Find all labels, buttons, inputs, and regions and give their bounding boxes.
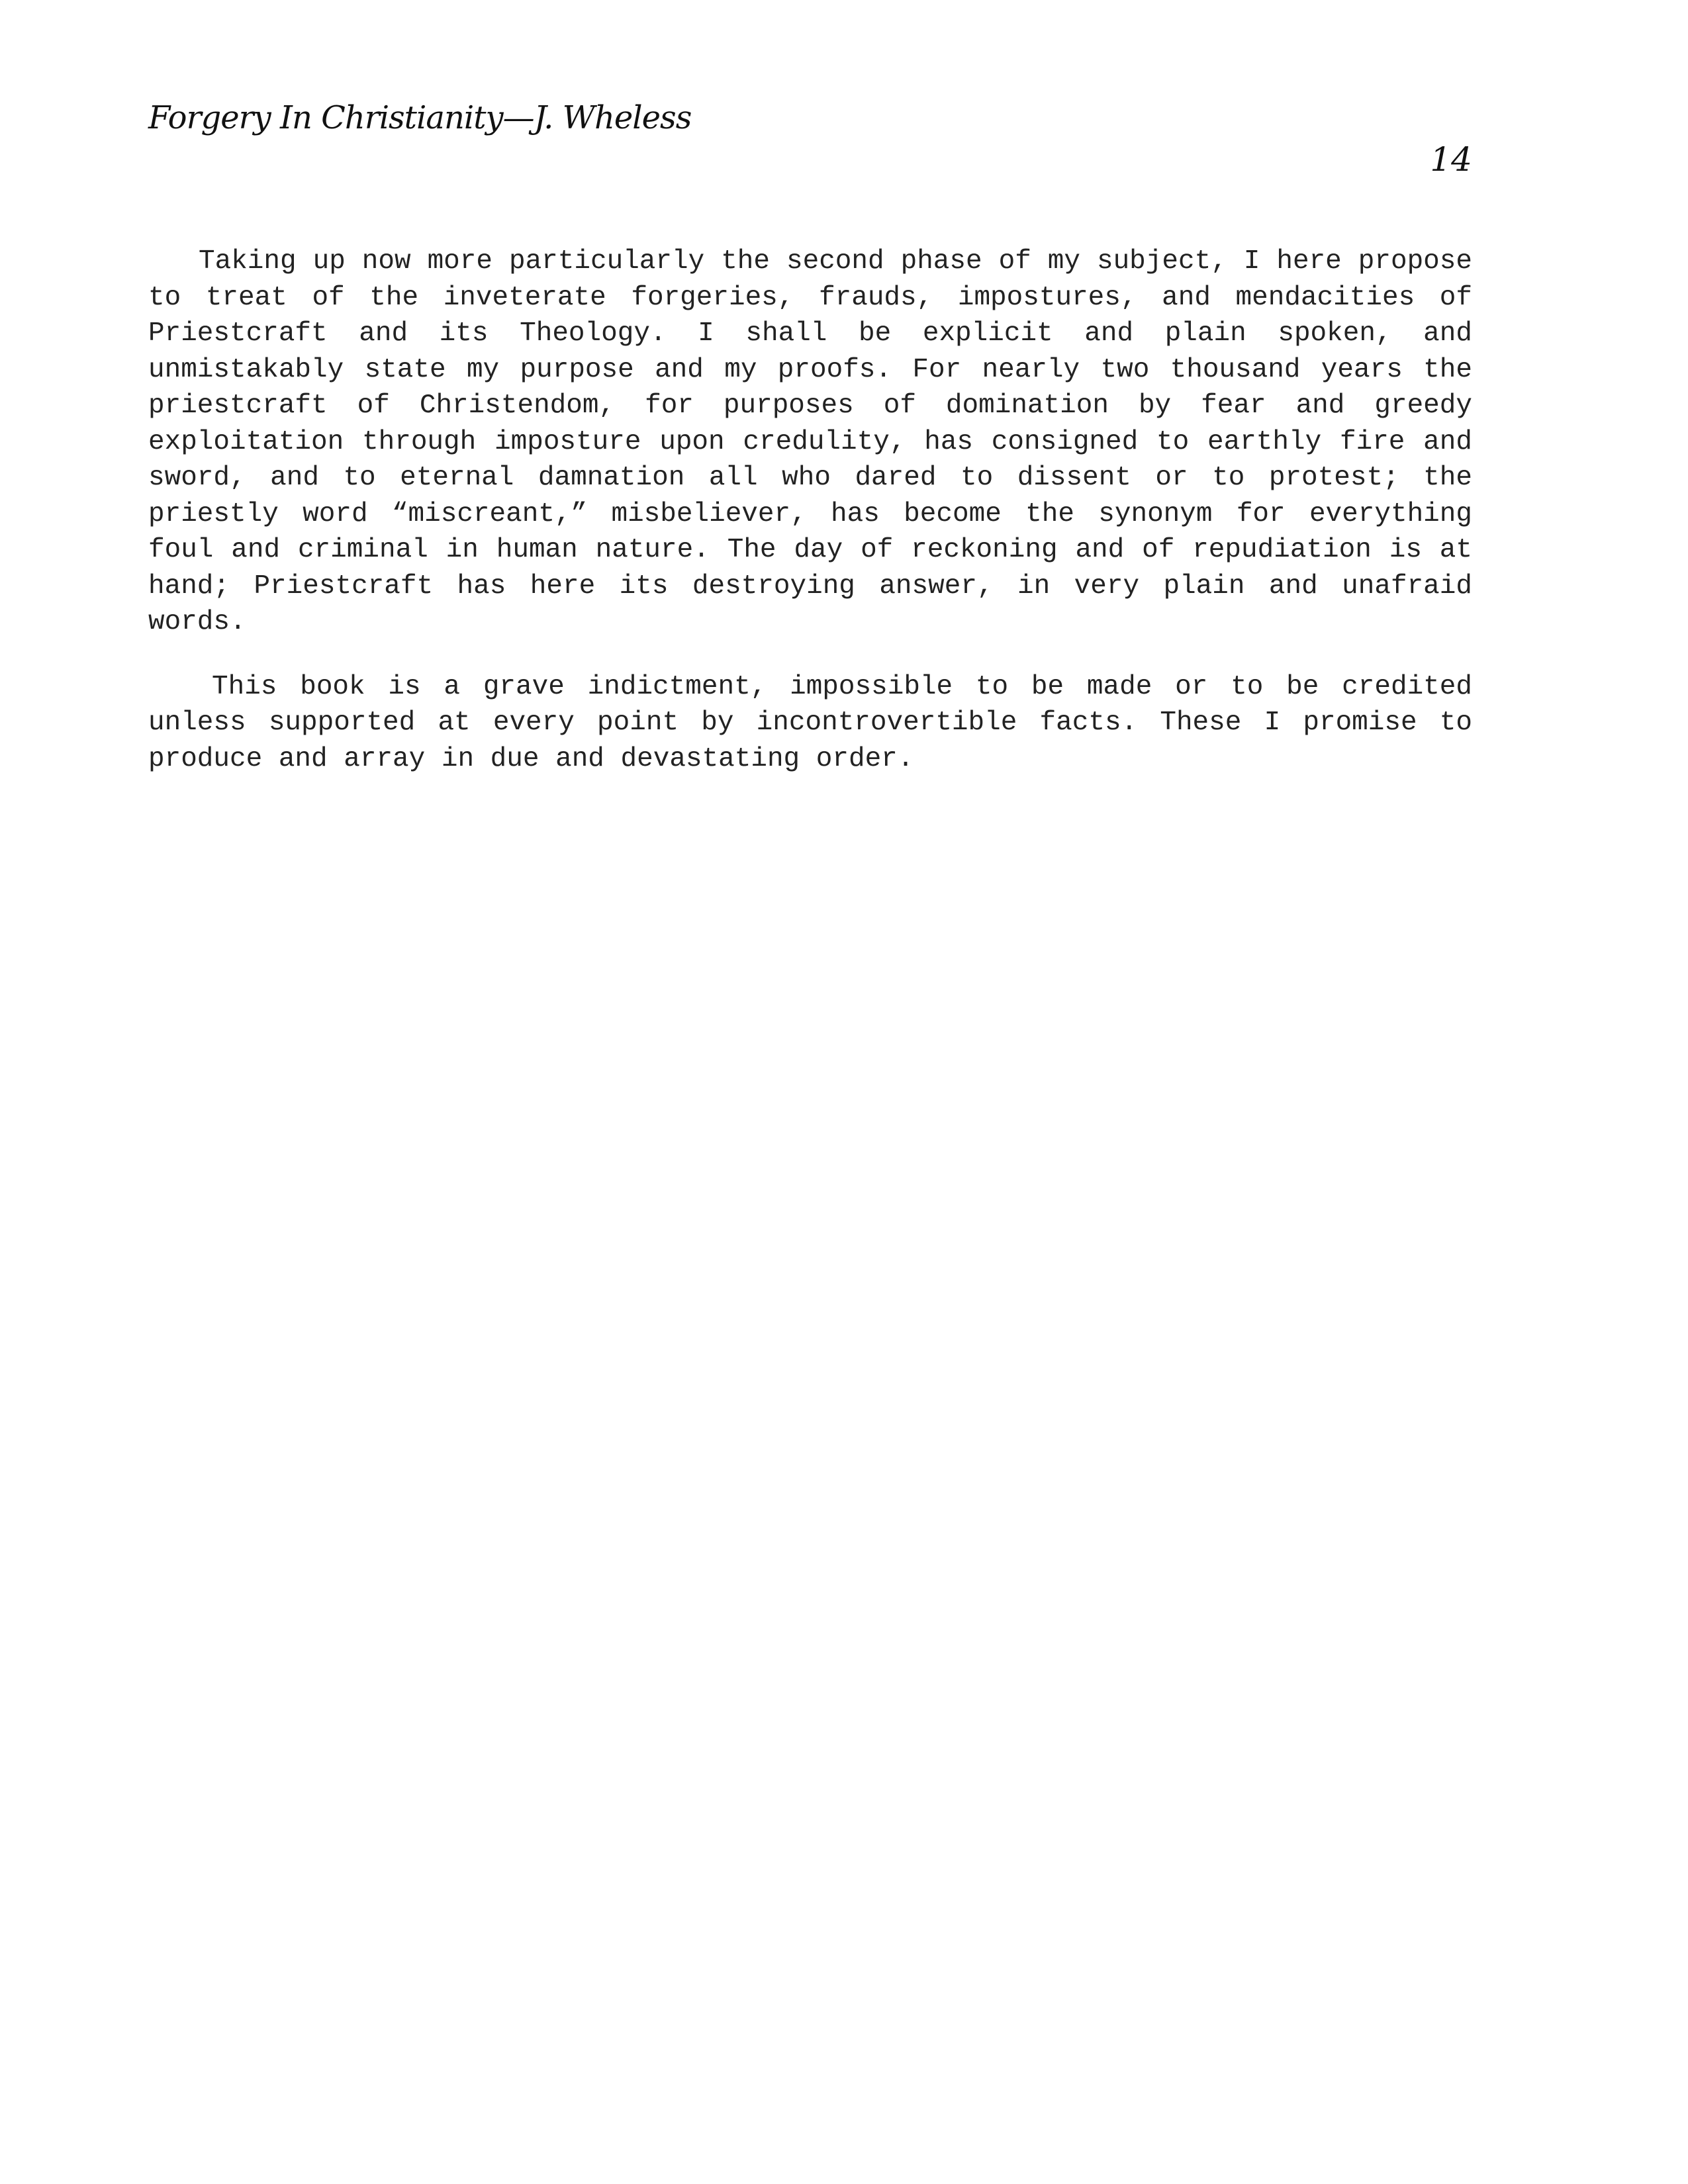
paragraph: This book is a grave indictment, impossible to be made or to be credited unless supported at every point by incontrovertible facts. These I promise to produce and array in due and devastating order. xyxy=(148,671,1472,774)
running-header: Forgery In Christianity—J. Wheless xyxy=(148,99,692,136)
paragraph: Taking up now more particularly the second phase of my subject, I here propose to treat of the inveterate forgeries, frauds, impostures, and mendacities of Priestcraft and its Theology. I shall be explicit and plain spoken, and unmistakably state my purpose and my proofs. For nearly two thousand years the priestcraft of Christendom, for purposes of domination by fear and greedy exploitation through imposture upon credulity, has consigned to earthly fire and sword, and to eternal damnation all who dared to dissent or to protest; the priestly word “miscreant,” misbeliever, has become the synonym for everything foul and criminal in human nature. The day of reckoning and of repudiation is at hand; Priestcraft has here its destroying answer, in very plain and unafraid words. xyxy=(148,246,1472,637)
page-number: 14 xyxy=(1430,140,1472,179)
body-text xyxy=(148,244,1472,805)
